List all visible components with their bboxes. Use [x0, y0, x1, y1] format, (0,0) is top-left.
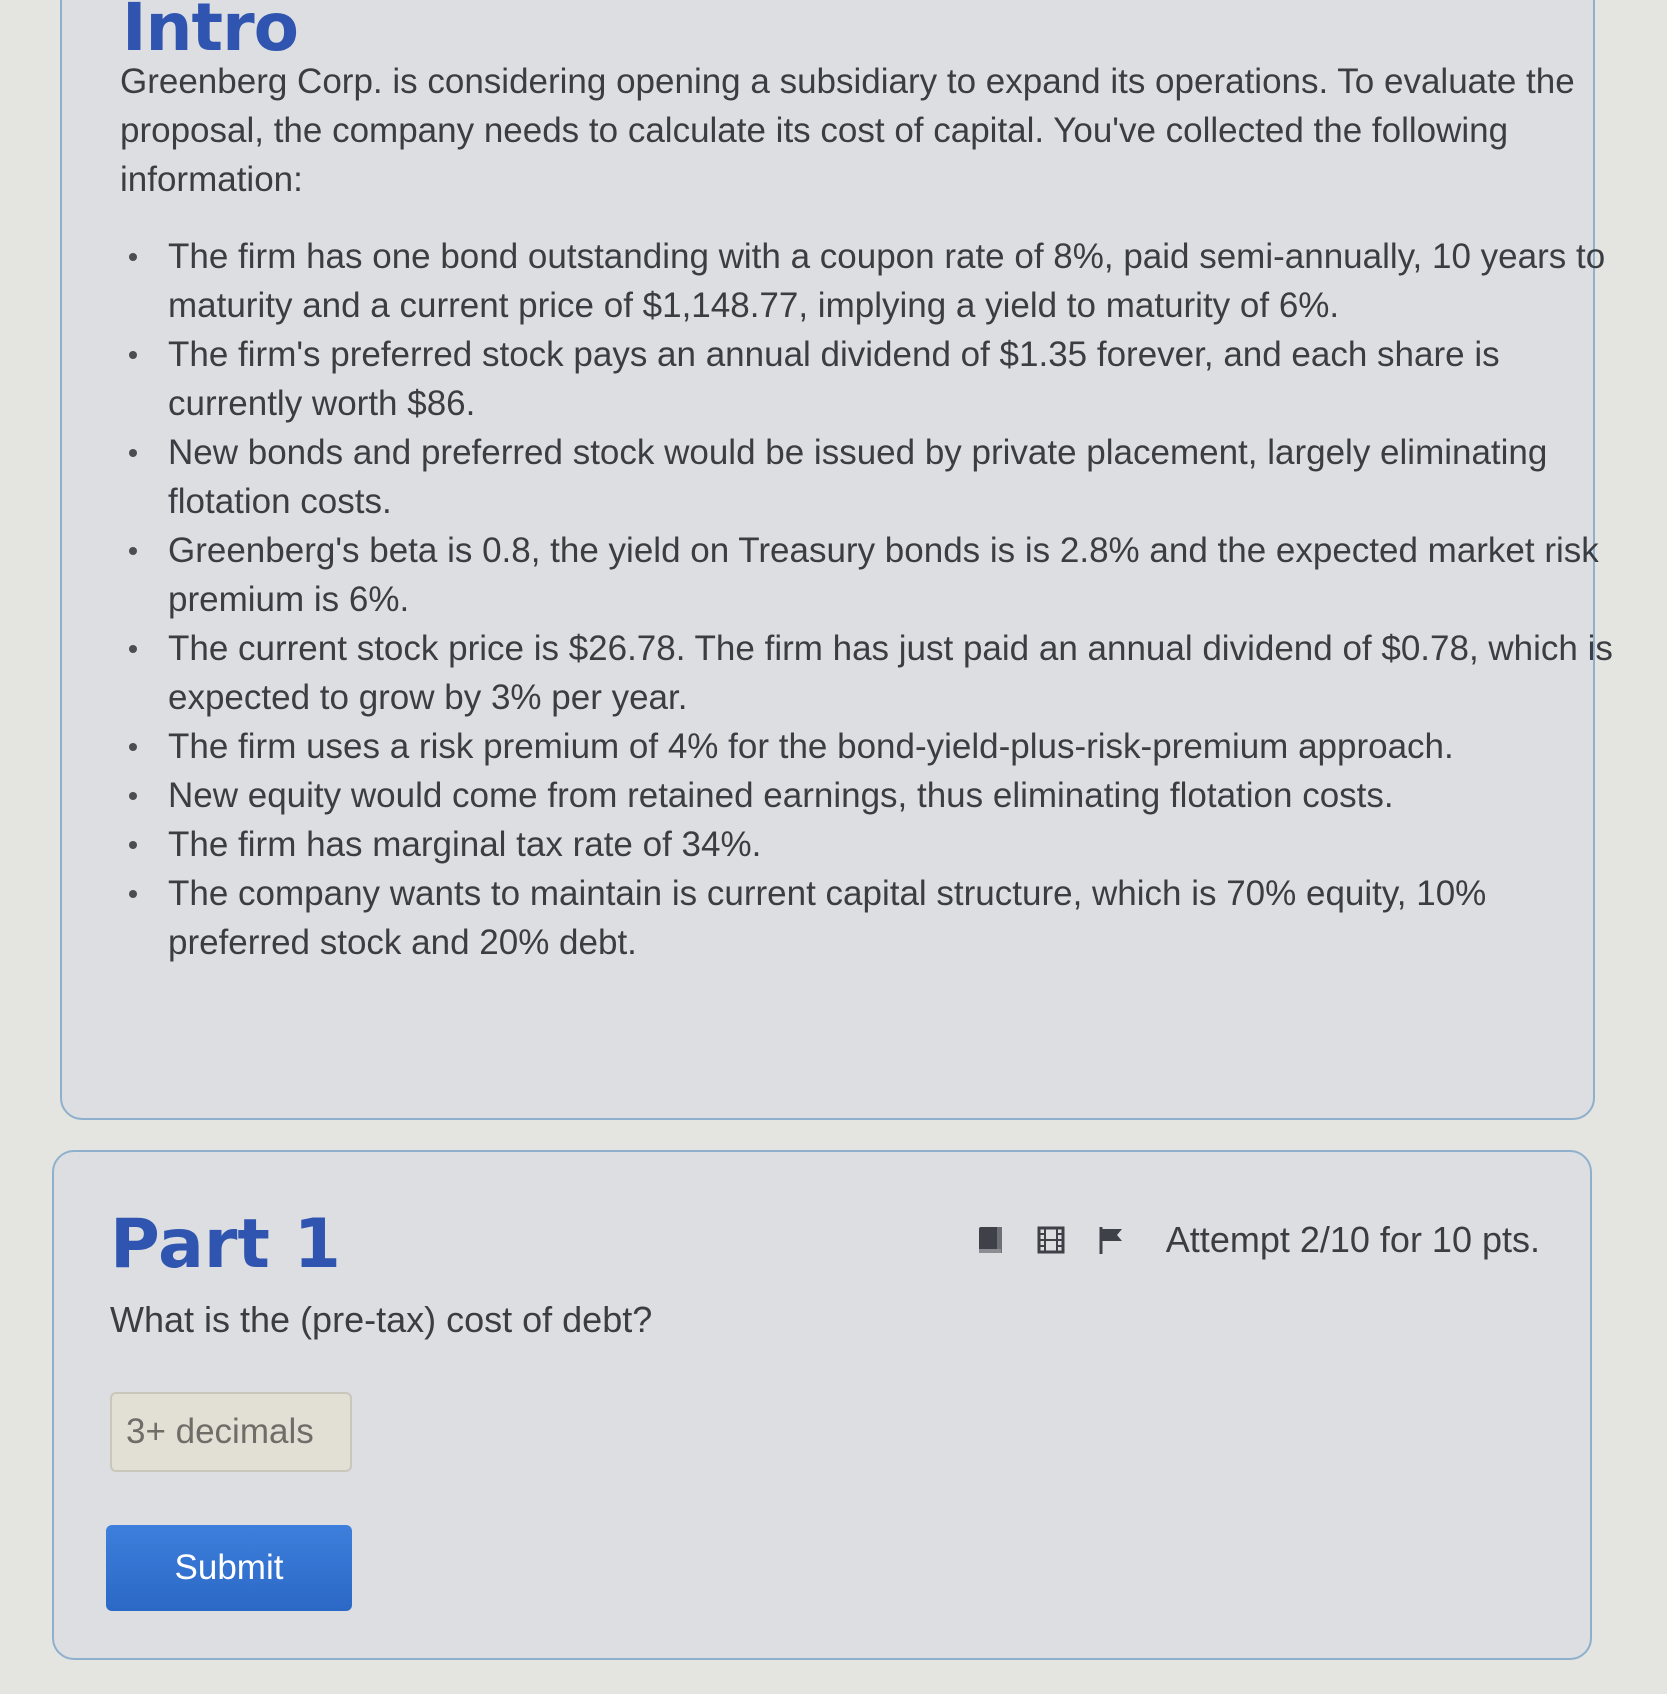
- attempt-counter: Attempt 2/10 for 10 pts.: [1165, 1219, 1540, 1260]
- book-icon[interactable]: [976, 1224, 1006, 1256]
- list-item: The company wants to maintain is current capital structure, which is 70% equity, 10% preferred stock and 20% debt.: [168, 869, 1638, 967]
- list-item: New equity would come from retained earnings, thus eliminating flotation costs.: [168, 771, 1638, 820]
- intro-paragraph: Greenberg Corp. is considering opening a subsidiary to expand its operations. To evaluate the proposal, the company needs to calculate its cost of capital. You've collected the following information:: [120, 62, 1575, 199]
- list-item: The firm has marginal tax rate of 34%.: [168, 820, 1638, 869]
- list-item: Greenberg's beta is 0.8, the yield on Treasury bonds is is 2.8% and the expected market risk premium is 6%.: [168, 526, 1638, 624]
- part-title: Part 1: [110, 1205, 341, 1284]
- intro-card: [60, 0, 1613, 1120]
- list-item: New bonds and preferred stock would be issued by private placement, largely eliminating flotation costs.: [168, 428, 1638, 526]
- part-toolbar: [976, 1220, 1540, 1260]
- list-item: The firm has one bond outstanding with a coupon rate of 8%, paid semi-annually, 10 years to maturity and a current price of $1,148.77, implying a yield to maturity of 6%.: [168, 232, 1638, 330]
- list-item: The current stock price is $26.78. The firm has just paid an annual dividend of $0.78, which is expected to grow by 3% per year.: [168, 624, 1638, 722]
- list-item: The firm's preferred stock pays an annual dividend of $1.35 forever, and each share is currently worth $86.: [168, 330, 1638, 428]
- list-item: The firm uses a risk premium of 4% for the bond-yield-plus-risk-premium approach.: [168, 722, 1638, 771]
- question-text: What is the (pre-tax) cost of debt?: [110, 1299, 653, 1340]
- flag-icon[interactable]: [1096, 1224, 1126, 1256]
- intro-title: Intro: [122, 0, 298, 66]
- submit-button[interactable]: Submit: [106, 1525, 352, 1611]
- film-icon[interactable]: [1036, 1224, 1066, 1256]
- info-list: [120, 232, 1638, 967]
- answer-input[interactable]: [110, 1392, 352, 1472]
- part1-card: [52, 1150, 1592, 1660]
